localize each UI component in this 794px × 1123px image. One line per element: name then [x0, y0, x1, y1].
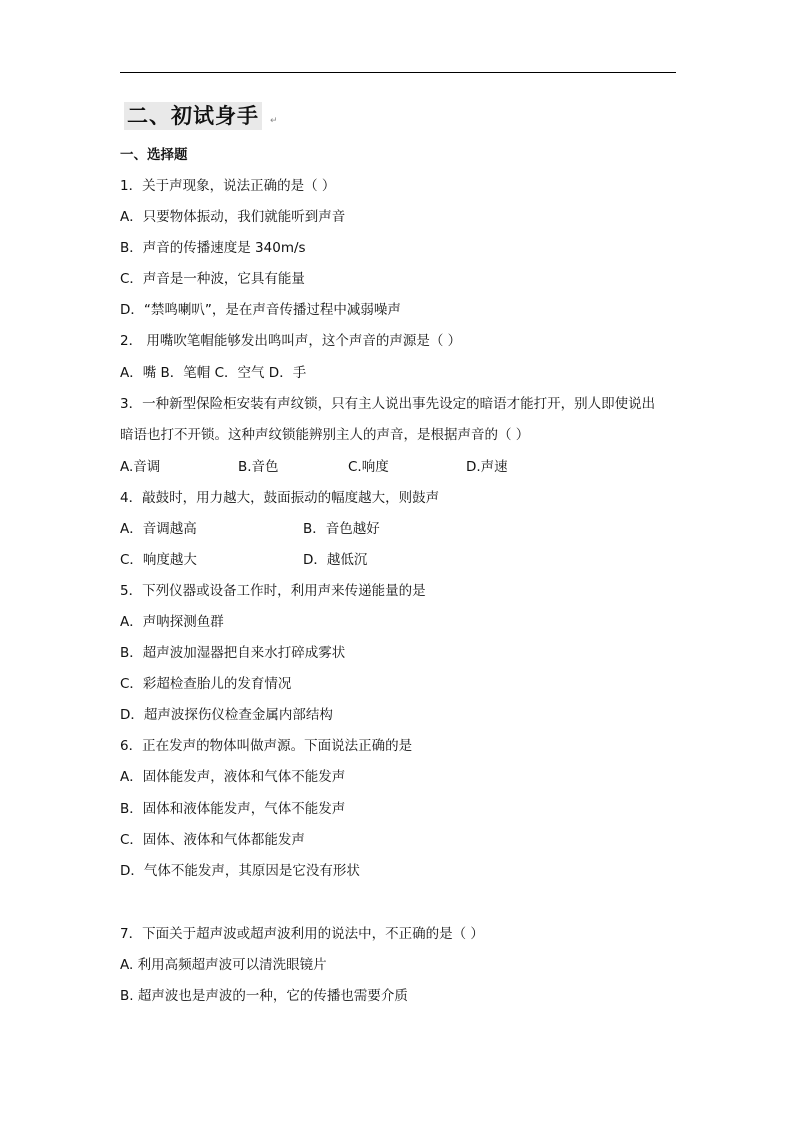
q5-option-d: D．超声波探伤仪检查金属内部结构: [120, 707, 333, 723]
q6-stem: 6．正在发声的物体叫做声源。下面说法正确的是: [120, 738, 413, 754]
part-heading: 一、选择题: [120, 147, 188, 163]
q4-option-d: D．越低沉: [303, 552, 368, 568]
q3-option-c: C.响度: [348, 459, 389, 475]
q1-option-a: A．只要物体振动，我们就能听到声音: [120, 209, 346, 225]
q7-stem: 7．下面关于超声波或超声波利用的说法中，不正确的是（ ）: [120, 926, 484, 942]
q1-stem: 1．关于声现象，说法正确的是（ ）: [120, 178, 336, 194]
q2-stem: 2． 用嘴吹笔帽能够发出鸣叫声，这个声音的声源是（ ）: [120, 333, 462, 349]
q6-option-c: C．固体、液体和气体都能发声: [120, 832, 305, 848]
q3-stem-line1: 3．一种新型保险柜安装有声纹锁，只有主人说出事先设定的暗语才能打开，别人即使说出: [120, 396, 656, 412]
q6-option-a: A．固体能发声，液体和气体不能发声: [120, 769, 346, 785]
q7-option-b: B. 超声波也是声波的一种，它的传播也需要介质: [120, 988, 408, 1004]
q1-option-b: B．声音的传播速度是 340m/s: [120, 240, 306, 256]
q1-option-d: D．“禁鸣喇叭”，是在声音传播过程中减弱噪声: [120, 302, 401, 318]
q5-option-a: A．声呐探测鱼群: [120, 614, 224, 630]
q3-option-a: A.音调: [120, 459, 161, 475]
q3-option-d: D.声速: [466, 459, 508, 475]
q4-option-c: C．响度越大: [120, 552, 197, 568]
header-rule: [120, 72, 676, 73]
q4-stem: 4．敲鼓时，用力越大，鼓面振动的幅度越大，则鼓声: [120, 490, 440, 506]
q5-option-b: B．超声波加湿器把自来水打碎成雾状: [120, 645, 346, 661]
q2-options: A．嘴 B．笔帽 C．空气 D．手: [120, 365, 307, 381]
paragraph-mark-icon: ↵: [270, 116, 278, 126]
q7-option-a: A. 利用高频超声波可以清洗眼镜片: [120, 957, 327, 973]
q4-option-b: B．音色越好: [303, 521, 380, 537]
q6-option-d: D．气体不能发声，其原因是它没有形状: [120, 863, 360, 879]
q5-stem: 5．下列仪器或设备工作时，利用声来传递能量的是: [120, 583, 426, 599]
q3-option-b: B.音色: [238, 459, 279, 475]
q6-option-b: B．固体和液体能发声，气体不能发声: [120, 801, 346, 817]
q4-option-a: A．音调越高: [120, 521, 197, 537]
q5-option-c: C．彩超检查胎儿的发育情况: [120, 676, 292, 692]
section-title: 二、初试身手: [124, 102, 262, 130]
q3-stem-line2: 暗语也打不开锁。这种声纹锁能辨别主人的声音，是根据声音的（ ）: [120, 427, 530, 443]
q1-option-c: C．声音是一种波，它具有能量: [120, 271, 305, 287]
